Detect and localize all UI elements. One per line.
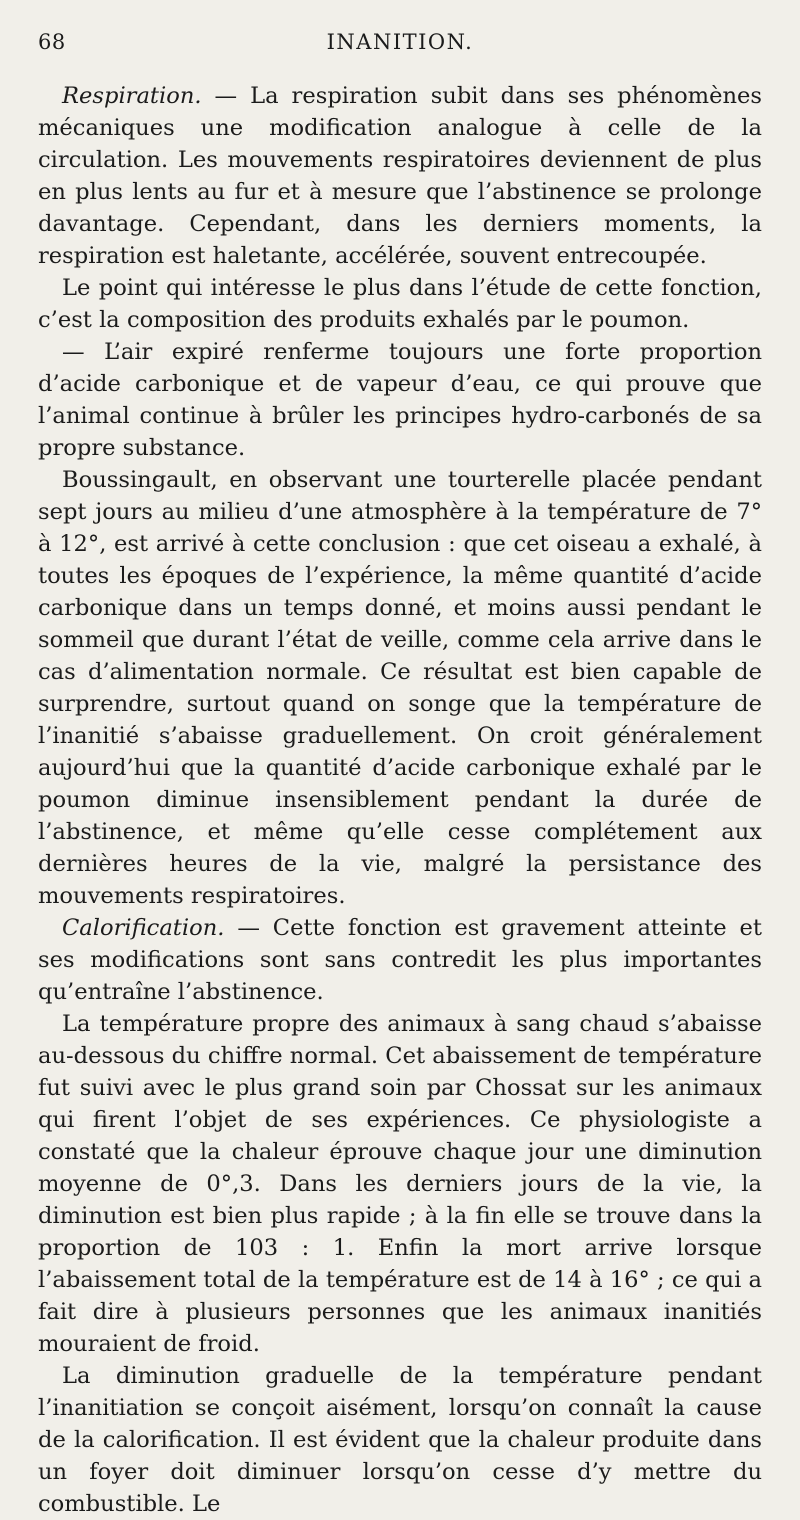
paragraph [38,272,762,336]
paragraph [38,336,762,464]
running-title: INANITION. [326,30,474,54]
paragraph-respiration [38,80,762,272]
paragraph [38,464,762,912]
section-lead-calorification: Calorification. [62,915,225,941]
paragraph-text: — Cette fonction est gravement atteinte et ses modifications sont sans contredit les plus importantes qu’entraîne l’abstinence. [38,915,762,1005]
paragraph-calorification [38,912,762,1008]
text-body [38,80,762,1520]
paragraph-text: La température propre des animaux à sang chaud s’abaisse au-dessous du chiffre normal. Cet abaissement de température fut suivi avec le plus grand soin par Chossat sur les animaux qui firent l’objet de ses expériences. Ce physiologiste a constaté que la chaleur éprouve chaque jour une diminution moyenne de 0°,3. Dans les derniers jours de la vie, la diminution est bien plus rapide ; à la fin elle se trouve dans la proportion de 103 : 1. Enfin la mort arrive lorsque l’abaissement total de la température est de 14 à 16° ; ce qui a fait dire à plusieurs personnes que les animaux inanitiés mouraient de froid. [38,1011,762,1357]
paragraph [38,1360,762,1520]
paragraph [38,1008,762,1360]
paragraph-text: Boussingault, en observant une tourterelle placée pendant sept jours au milieu d’une atmosphère à la température de 7° à 12°, est arrivé à cette conclusion : que cet oiseau a exhalé, à toutes les époques de l’expérience, la même quantité d’acide carbonique dans un temps donné, et moins aussi pendant le sommeil que durant l’état de veille, comme cela arrive dans le cas d’alimentation normale. Ce résultat est bien capable de surprendre, surtout quand on songe que la température de l’inanitié s’abaisse graduellement. On croit généralement aujourd’hui que la quantité d’acide carbonique exhalé par le poumon diminue insensiblement pendant la durée de l’abstinence, et même qu’elle cesse complétement aux dernières heures de la vie, malgré la persistance des mouvements respiratoires. [38,467,762,909]
paragraph-text: La diminution graduelle de la température pendant l’inanitiation se conçoit aisément, lorsqu’on connaît la cause de la calorification. Il est évident que la chaleur produite dans un foyer doit diminuer lorsqu’on cesse d’y mettre du combustible. Le [38,1363,762,1517]
page-number: 68 [38,30,66,54]
paragraph-text: Le point qui intéresse le plus dans l’étude de cette fonction, c’est la composition des produits exhalés par le poumon. [38,275,762,333]
running-head [38,30,762,68]
section-lead-respiration: Respiration. [62,83,202,109]
paragraph-text: — L’air expiré renferme toujours une forte proportion d’acide carbonique et de vapeur d’eau, ce qui prouve que l’animal continue à brûler les principes hydro-carbonés de sa propre substance. [38,339,762,461]
paragraph-text: — La respiration subit dans ses phénomènes mécaniques une modification analogue à celle de la circulation. Les mouvements respiratoires deviennent de plus en plus lents au fur et à mesure que l’abstinence se prolonge davantage. Cependant, dans les derniers moments, la respiration est haletante, accélérée, souvent entrecoupée. [38,83,762,269]
